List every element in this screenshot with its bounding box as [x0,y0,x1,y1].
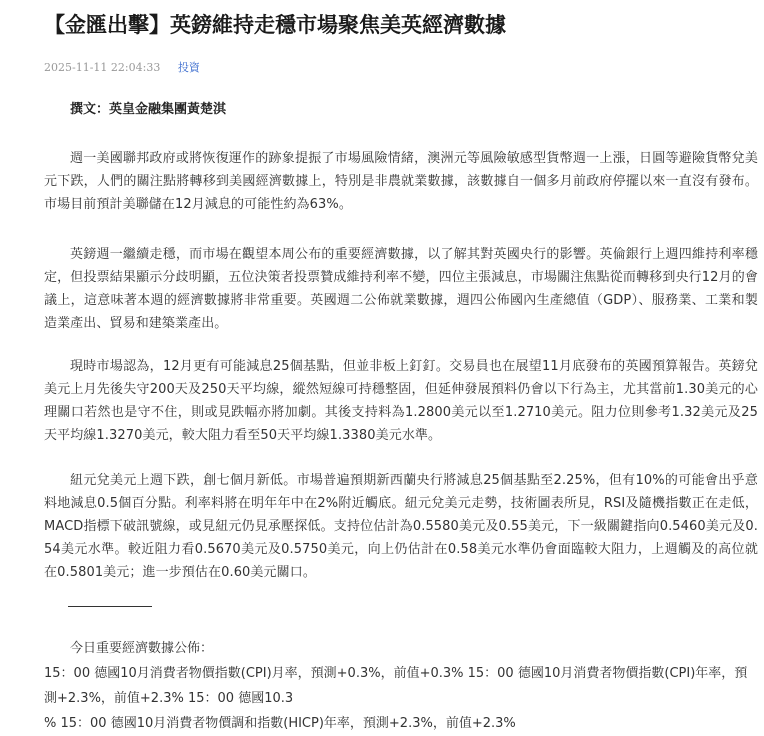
economic-data-line-2: % 15：00 德國10月消費者物價調和指數(HICP)年率，預測+2.3%，前值+2.3% [44,716,516,731]
economic-data-heading: 今日重要經濟數據公佈： [70,641,214,656]
article-title: 【金匯出擊】英鎊維持走穩市場聚焦美英經濟數據 [44,13,506,37]
article-meta [44,59,200,75]
paragraph-1: 週一美國聯邦政府或將恢復運作的跡象提振了市場風險情緒，澳洲元等風險敏感型貨幣週一上漲，日圓等避險貨幣兌美元下跌，人們的關注點將轉移到美國經濟數據上，特別是非農就業數據，該數據自一個多月前政府停擺以來一直沒有發布。市場目前預計美聯儲在12月減息的可能性約為63%。 [44,151,758,212]
article-timestamp: 2025-11-11 22:04:33 [44,61,161,74]
section-divider [68,606,152,607]
paragraph-3: 現時市場認為，12月更有可能減息25個基點，但並非板上釘釘。交易員也在展望11月底發布的英國預算報告。英鎊兌美元上月先後失守200天及250天平均線，縱然短線可持穩整固，但延伸發展預料仍會以下行為主，尤其當前1.30美元的心理關口若然也是守不住，則或見跌幅亦將加劇。其後支持料為1.2800美元以至1.2710美元。阻力位則參考1.32美元及25天平均線1.3270美元，較大阻力看至50天平均線1.3380美元水準。 [44,359,758,443]
category-link[interactable]: 投資 [177,61,200,74]
economic-data-list [44,661,758,736]
article-byline: 撰文：英皇金融集團黃楚淇 [70,102,227,117]
paragraph-2: 英鎊週一繼續走穩，而市場在觀望本周公布的重要經濟數據，以了解其對英國央行的影響。英倫銀行上週四維持利率穩定，但投票結果顯示分歧明顯，五位決策者投票贊成維持利率不變，四位主張減息，市場關注焦點從而轉移到央行12月的會議上，這意味著本週的經濟數據將非常重要。英國週二公佈就業數據，週四公佈國內生產總值（GDP）、服務業、工業和製造業產出、貿易和建築業產出。 [44,247,758,331]
economic-data-line-1: 15：00 德國10月消費者物價指數(CPI)月率，預測+0.3%，前值+0.3% 15：00 德國10月消費者物價指數(CPI)年率，預測+2.3%，前值+2.3% 15：00 德國10.3 [44,666,748,706]
paragraph-4: 紐元兌美元上週下跌，創七個月新低。市場普遍預期新西蘭央行將減息25個基點至2.25%，但有10%的可能會出乎意料地減息0.5個百分點。利率料將在明年年中在2%附近觸底。紐元兌美元走勢，技術圖表所見，RSI及隨機指數正在走低，MACD指標下破訊號線，或見紐元仍見承壓探低。支持位估計為0.5580美元及0.55美元，下一級關鍵指向0.5460美元及0.54美元水準。較近阻力看0.5670美元及0.5750美元，向上仍估計在0.58美元水準仍會面臨較大阻力，上週觸及的高位就在0.5801美元；進一步預估在0.60美元關口。 [44,473,758,580]
